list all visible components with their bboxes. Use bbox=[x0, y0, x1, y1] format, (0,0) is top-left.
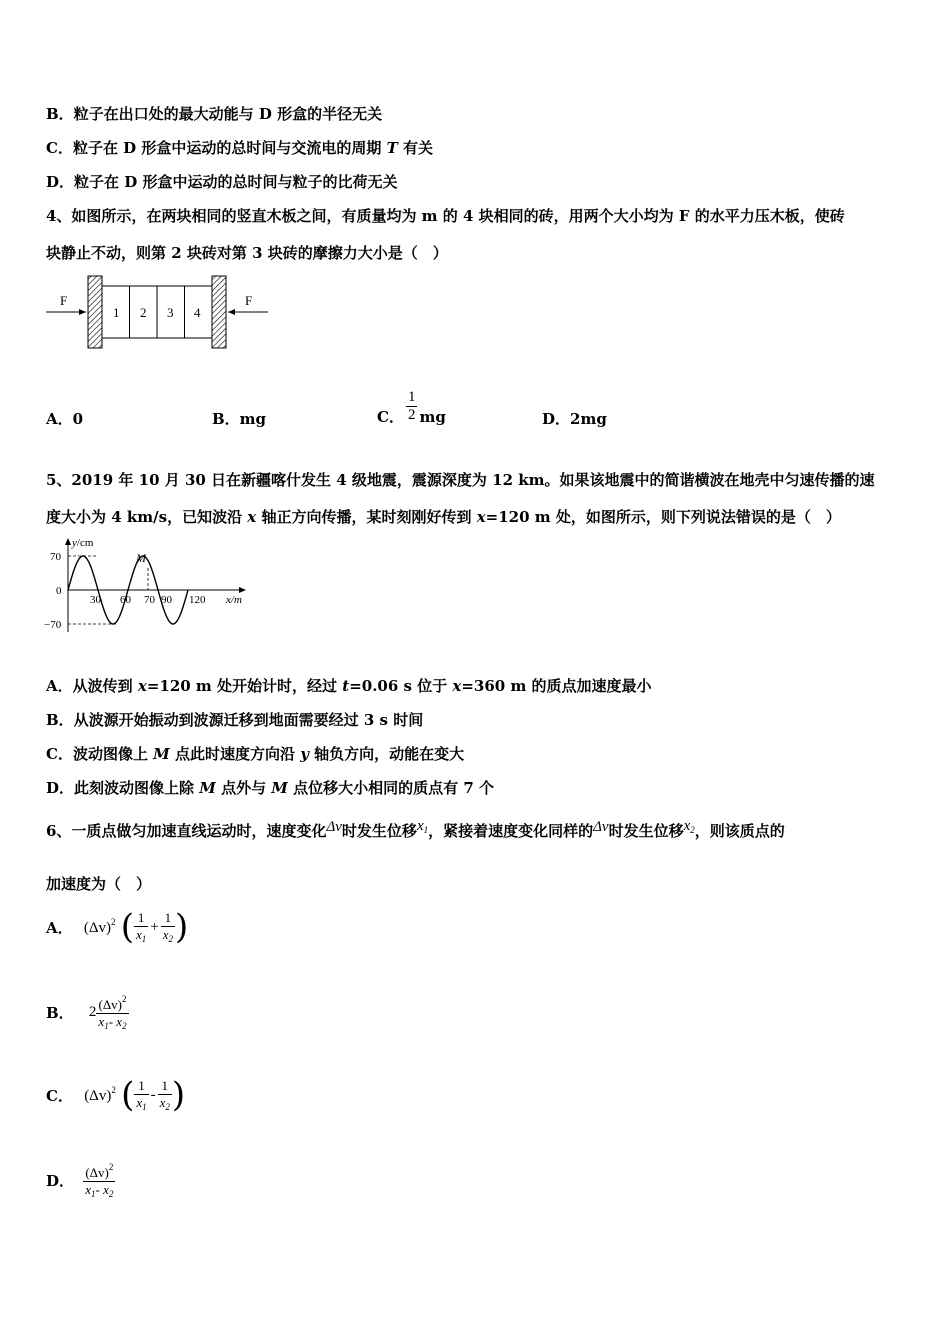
q5-stem-line2: 度大小为 4 km/s，已知波沿 x 轴正方向传播，某时刻刚好传到 x=120 m 处，如图所示，则下列说法错误的是（ ） bbox=[46, 508, 841, 526]
q4-option-a: A．0 bbox=[46, 410, 84, 428]
q3-option-d: D．粒子在 D 形盒中运动的总时间与粒子的比荷无关 bbox=[46, 173, 398, 191]
q5-option-d: D．此刻波动图像上除 M 点外与 M 点位移大小相同的质点有 7 个 bbox=[46, 779, 495, 797]
y-tick-0: 0 bbox=[56, 585, 62, 597]
q4-option-c bbox=[377, 386, 446, 427]
q3-option-c-text: C．粒子在 D 形盒中运动的总时间与交流电的周期 bbox=[46, 139, 387, 157]
fraction-half: $\frac{1}{2}$ bbox=[407, 389, 416, 423]
q5-option-a: A．从波传到 x=120 m 处开始计时，经过 t=0.06 s 位于 x=360 m 的质点加速度最小 bbox=[46, 677, 652, 695]
q3-option-c bbox=[46, 137, 433, 158]
x2-symbol: $x_2$ bbox=[683, 818, 695, 835]
y-tick-70: 70 bbox=[50, 551, 61, 563]
q5-stem-line1: 5、2019 年 10 月 30 日在新疆喀什发生 4 级地震，震源深度为 12 km。如果该地震中的简谐横波在地壳中匀速传播的速 bbox=[46, 471, 875, 489]
x-tick-60: 60 bbox=[120, 594, 131, 606]
x1-symbol: $x_1$ bbox=[416, 818, 429, 835]
q6-option-b: B． 2 $\frac{(\Delta v)^2}{x_1- x_2}$ bbox=[46, 994, 127, 1031]
q3-option-b: B．粒子在出口处的最大动能与 D 形盒的半径无关 bbox=[46, 105, 383, 123]
q6-stem-line1: 6、一质点做匀加速直线运动时，速度变化Δv时发生位移$x_1$，紧接着速度变化同样的Δv时发生位移$x_2$，则该质点的 bbox=[46, 818, 785, 840]
brick-4-label: 4 bbox=[194, 305, 201, 320]
y-tick-neg70: −70 bbox=[44, 619, 62, 631]
brick-3-label: 3 bbox=[167, 305, 174, 320]
x-axis-label: x/m bbox=[226, 594, 242, 606]
x-tick-120: 120 bbox=[189, 594, 206, 606]
x-tick-90: 90 bbox=[161, 594, 172, 606]
q3-option-c-var: T bbox=[386, 139, 398, 157]
y-axis-label: y/cm bbox=[72, 537, 94, 549]
brick-1-label: 1 bbox=[113, 305, 120, 320]
brick-2-label: 2 bbox=[140, 305, 147, 320]
left-board bbox=[88, 276, 102, 348]
left-force-label: F bbox=[60, 293, 68, 308]
q4-stem-line2: 块静止不动，则第 2 块砖对第 3 块砖的摩擦力大小是（ ） bbox=[46, 244, 448, 262]
q6-option-c: C． $(\Delta v)^2$ ( $\frac{1}{x_1}$ - $\frac{1}{x_2}$ ) bbox=[46, 1075, 186, 1115]
q5-wave-graph bbox=[44, 534, 254, 636]
q6-stem-line2: 加速度为（ ） bbox=[46, 875, 152, 893]
q6-option-d: D． $\frac{(\Delta v)^2}{x_1- x_2}$ bbox=[46, 1162, 114, 1199]
q6-option-a: A． $(\Delta v)^2$ ( $\frac{1}{x_1}$ + $\frac{1}{x_2}$ ) bbox=[46, 907, 189, 947]
q4-option-d: D．2mg bbox=[542, 410, 607, 428]
q5-option-c: C．波动图像上 M 点此时速度方向沿 y 轴负方向，动能在变大 bbox=[46, 745, 465, 763]
point-m-label: M bbox=[136, 551, 146, 565]
q4-option-c-label: C． bbox=[377, 408, 404, 426]
delta-v: Δv bbox=[326, 819, 342, 835]
q4-option-c-unit: mg bbox=[419, 407, 446, 426]
q4-option-b: B．mg bbox=[212, 410, 267, 428]
q5-option-b: B．从波源开始振动到波源迁移到地面需要经过 3 s 时间 bbox=[46, 711, 424, 729]
right-force-label: F bbox=[245, 293, 253, 308]
q4-stem-line1: 4、如图所示，在两块相同的竖直木板之间，有质量均为 m 的 4 块相同的砖，用两个大小均为 F 的水平力压木板，使砖 bbox=[46, 207, 845, 225]
q4-brick-figure bbox=[44, 272, 274, 352]
right-board bbox=[212, 276, 226, 348]
x-tick-70: 70 bbox=[144, 594, 155, 606]
x-tick-30: 30 bbox=[90, 594, 101, 606]
q3-option-c-text-end: 有关 bbox=[397, 139, 434, 157]
